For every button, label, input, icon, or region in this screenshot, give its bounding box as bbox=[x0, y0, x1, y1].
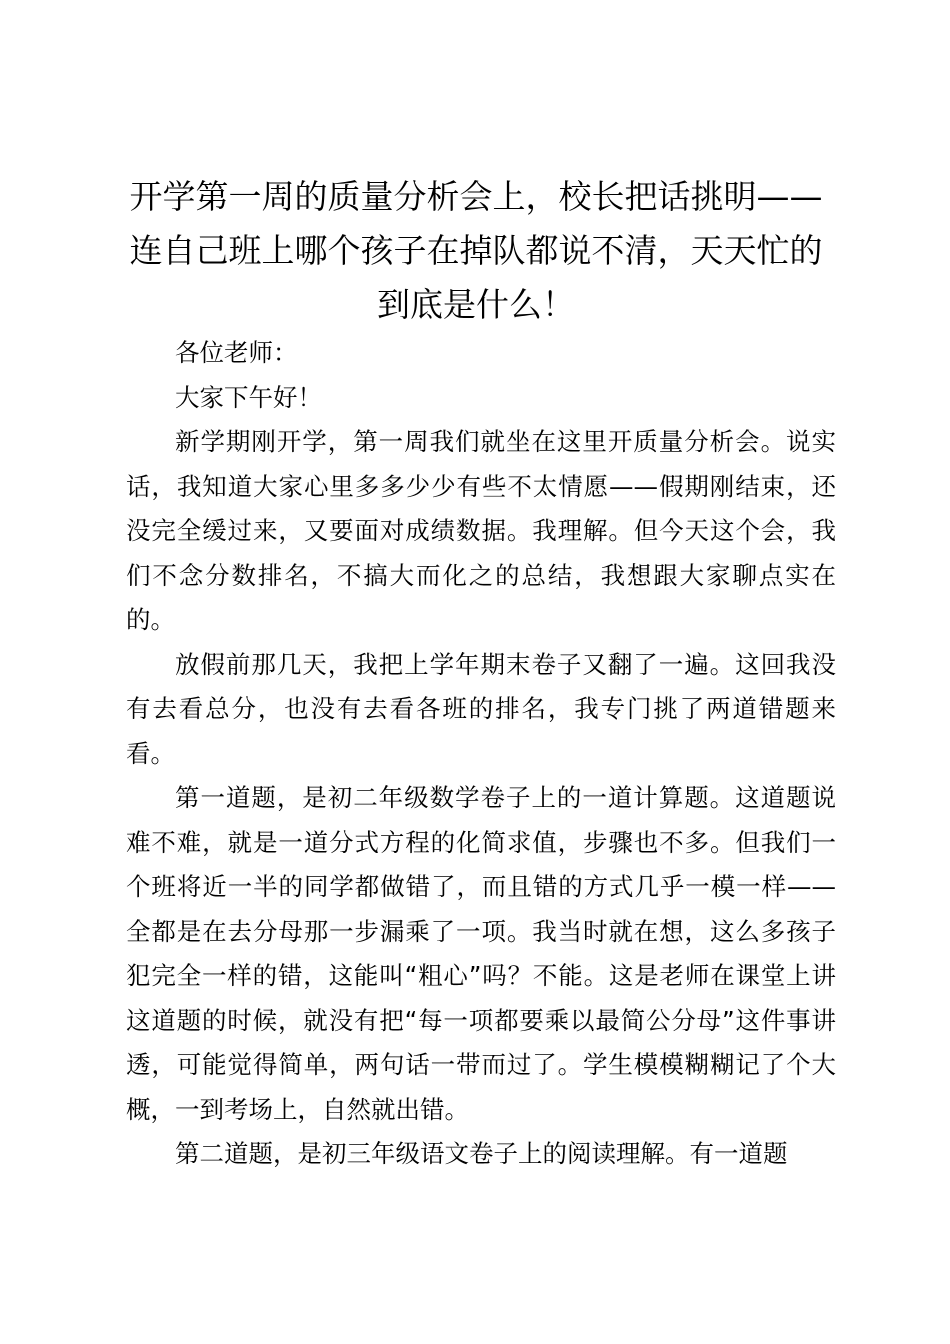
salutation-paragraph: 各位老师： bbox=[175, 338, 298, 367]
body-paragraph: 第二道题，是初三年级语文卷子上的阅读理解。有一道题 bbox=[175, 1139, 788, 1168]
document-body bbox=[126, 331, 836, 1177]
body-paragraph: 放假前那几天，我把上学年期末卷子又翻了一遍。这回我没有去看总分，也没有去看各班的排名，我专门挑了两道错题来看。 bbox=[126, 649, 836, 768]
document-title: 开学第一周的质量分析会上，校长把话挑明——连自己班上哪个孩子在掉队都说不清，天天忙的到底是什么！ bbox=[129, 177, 823, 324]
greeting-paragraph: 大家下午好！ bbox=[175, 382, 322, 412]
body-paragraph: 第一道题，是初二年级数学卷子上的一道计算题。这道题说难不难，就是一道分式方程的化简求值，步骤也不多。但我们一个班将近一半的同学都做错了，而且错的方式几乎一模一样——全都是在去分母那一步漏乘了一项。我当时就在想，这么多孩子犯完全一样的错，这能叫“粗心”吗？不能。这是老师在课堂上讲这道题的时候，就没有把“每一项都要乘以最简公分母”这件事讲透，可能觉得简单，两句话一带而过了。学生模模糊糊记了个大概，一到考场上，自然就出错。 bbox=[126, 783, 836, 1124]
body-paragraph: 新学期刚开学，第一周我们就坐在这里开质量分析会。说实话，我知道大家心里多多少少有些不太情愿——假期刚结束，还没完全缓过来，又要面对成绩数据。我理解。但今天这个会，我们不念分数排名，不搞大而化之的总结，我想跟大家聊点实在的。 bbox=[126, 427, 836, 634]
